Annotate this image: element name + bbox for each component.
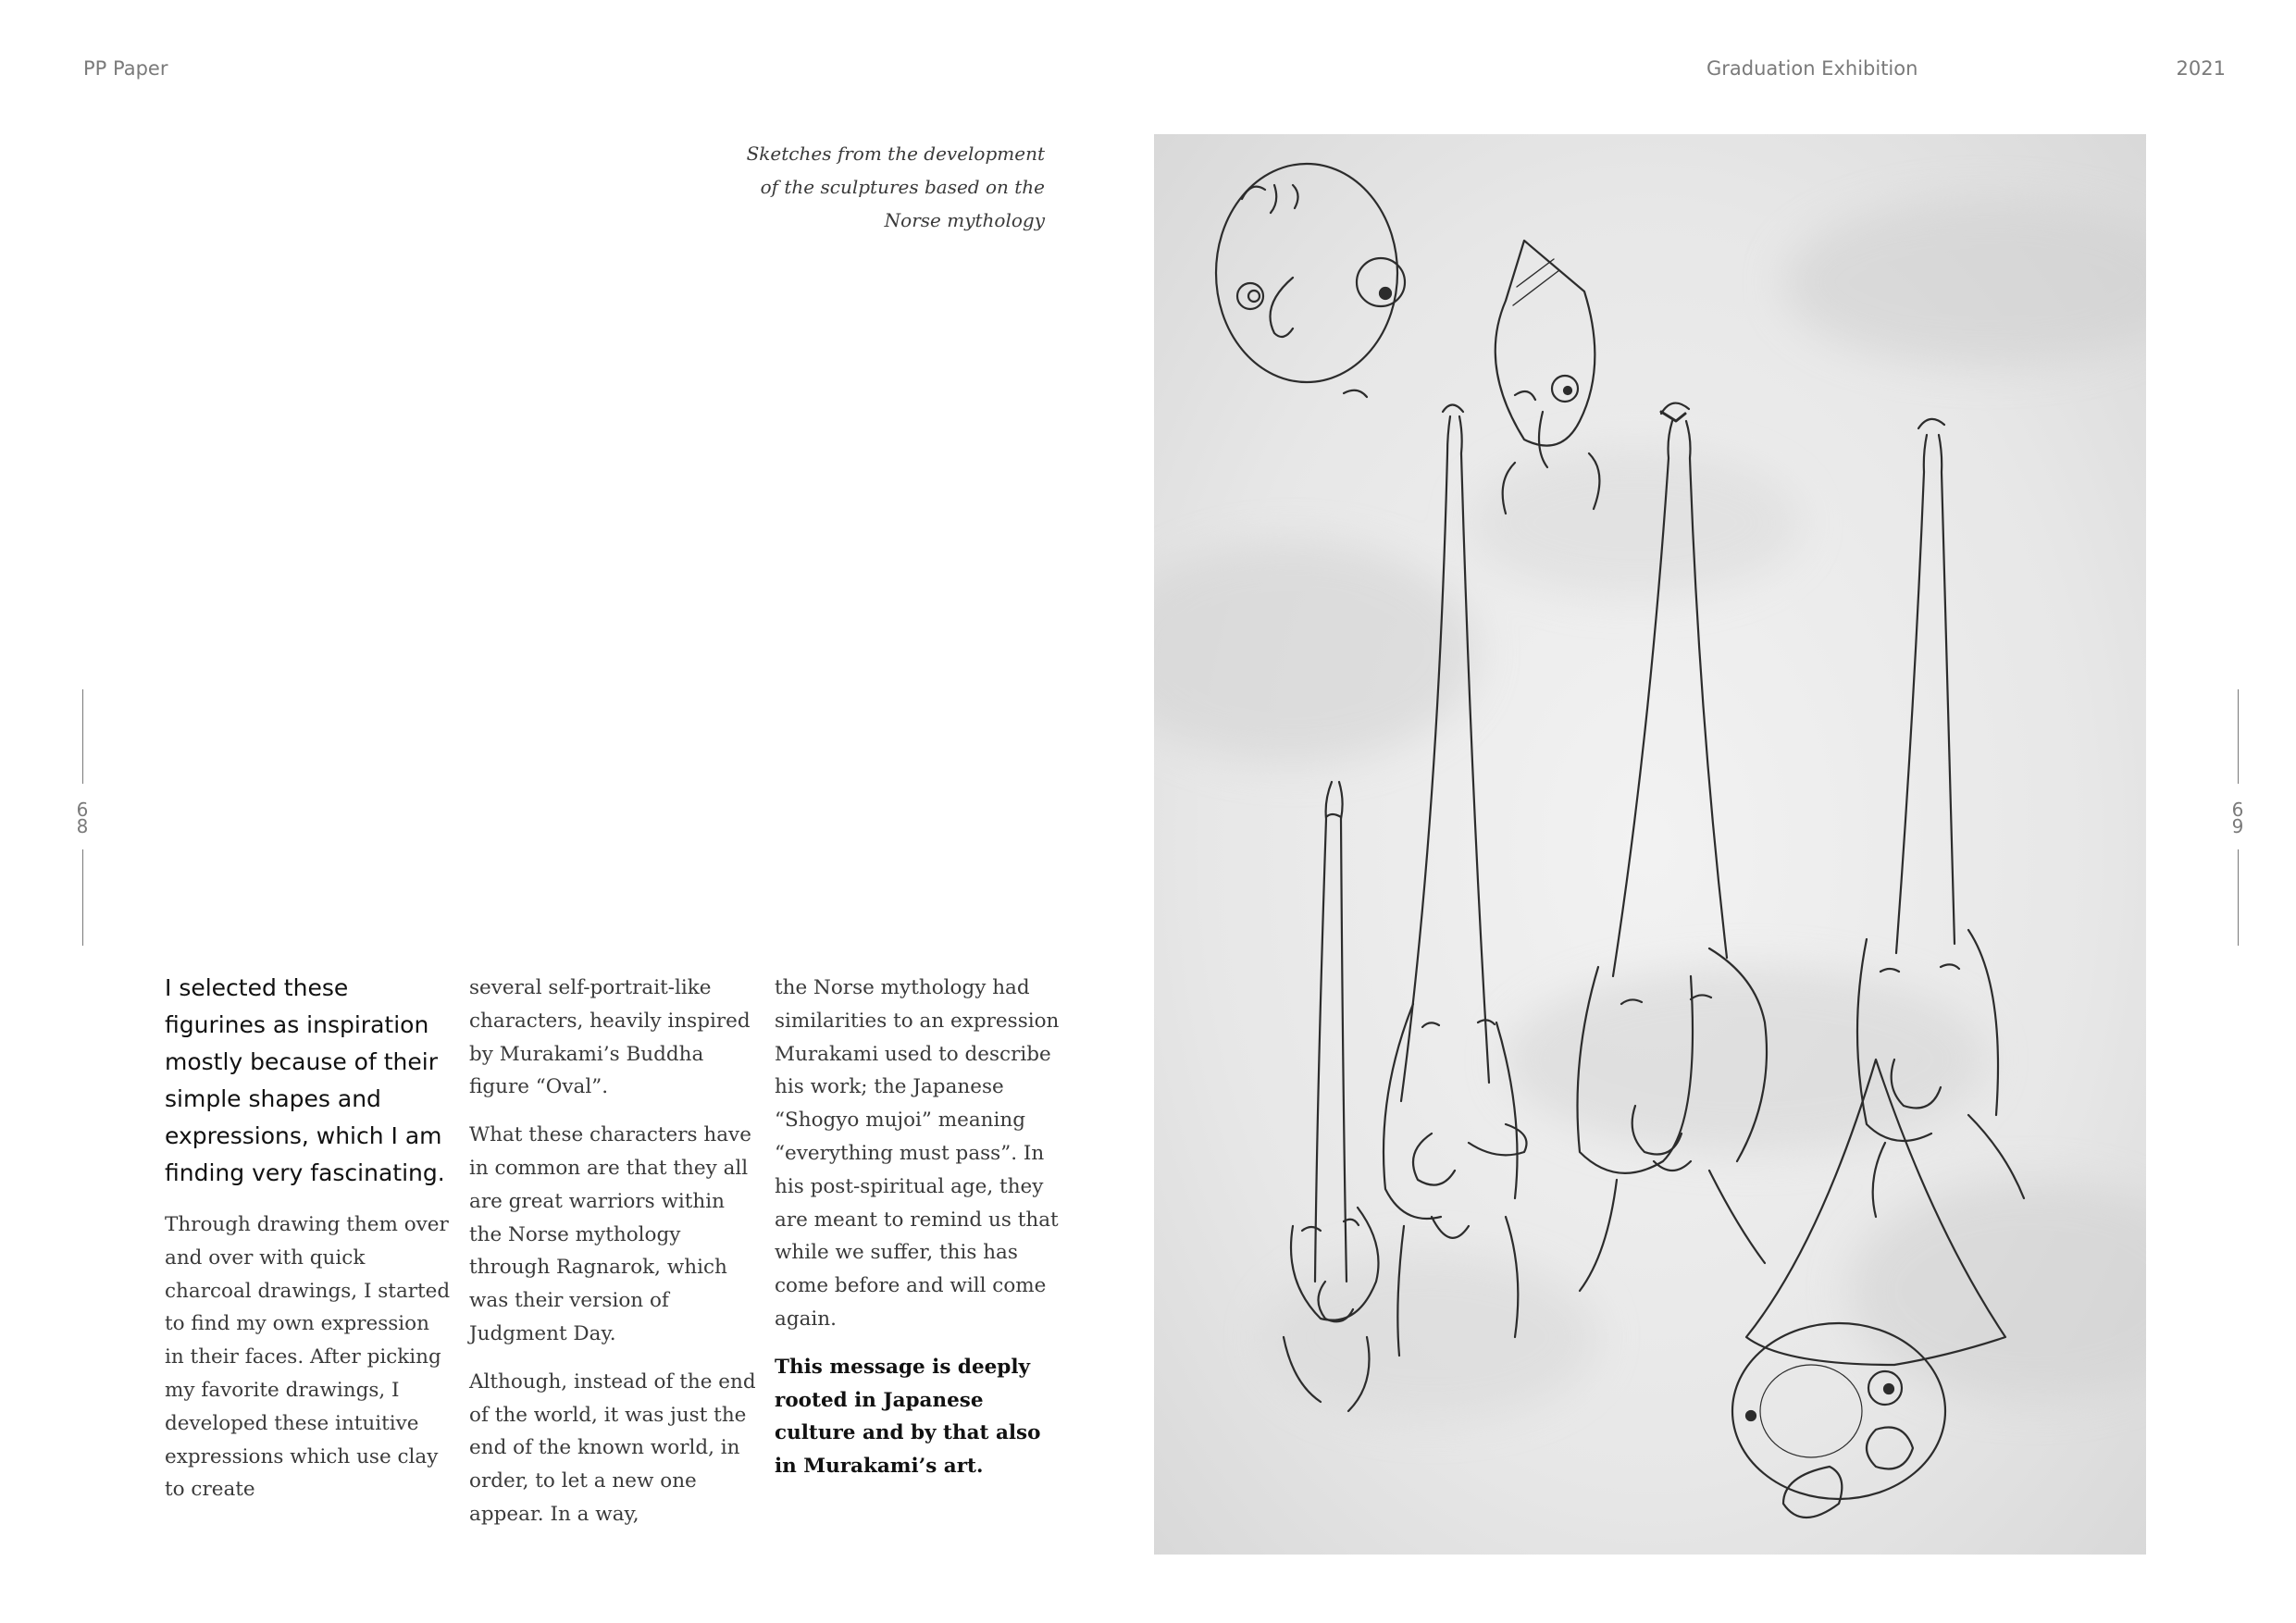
column-3-paragraph-2: This message is deeply rooted in Japanese culture and by that also in Murakami’s art. [775,1355,1041,1479]
caption-line-1: Sketches from the development [746,142,1045,165]
image-caption [712,137,1045,237]
pencil-sketch-figures-icon [1154,134,2146,1555]
right-page-number [2219,801,2256,835]
left-page-number [64,801,101,835]
text-column-3 [775,972,1061,1498]
text-column-2 [469,972,756,1546]
column-2-paragraph-1: several self-portrait-like characters, heavily inspired by Murakami’s Buddha figure “Oval”. [469,976,751,1099]
header-left-title: PP Paper [83,57,168,80]
right-page-digit-1: 6 [2231,799,2244,821]
text-column-1 [165,970,452,1521]
sketch-image [1154,134,2146,1555]
caption-line-2: of the sculptures based on the [760,176,1045,198]
column-2-paragraph-3: Although, instead of the end of the world, it was just the end of the known world, in order, to let a new one appear. In a way, [469,1369,756,1526]
caption-line-3: Norse mythology [884,209,1045,231]
left-page-digit-1: 6 [76,799,89,821]
header-center-title: Graduation Exhibition [1706,57,1918,80]
column-1-paragraph-1: Through drawing them over and over with quick charcoal drawings, I started to find my own expression in their faces. After picking my favorite drawings, I developed these intuitive expressions which use clay to create [165,1213,451,1502]
right-page-marker-top-line [2238,689,2239,784]
left-page-marker-bottom-line [82,849,83,946]
left-page-marker-top-line [82,689,83,784]
left-page-digit-2: 8 [76,815,89,837]
header-year: 2021 [2176,57,2226,80]
column-3-paragraph-1: the Norse mythology had similarities to an expression Murakami used to describe his work; the Japanese “Shogyo mujoi” meaning “everything must pass”. In his post-spiritual age, they are meant to remind us that while we suffer, this has come before and will come again. [775,976,1060,1331]
right-page-marker-bottom-line [2238,849,2239,946]
column-2-paragraph-2: What these characters have in common are that they all are great warriors within the Norse mythology through Ragnarok, which was their version of Judgment Day. [469,1123,751,1345]
lead-paragraph: I selected these figurines as inspiration mostly because of their simple shapes and expressions, which I am finding very fascinating. [165,974,445,1186]
right-page-digit-2: 9 [2231,815,2244,837]
